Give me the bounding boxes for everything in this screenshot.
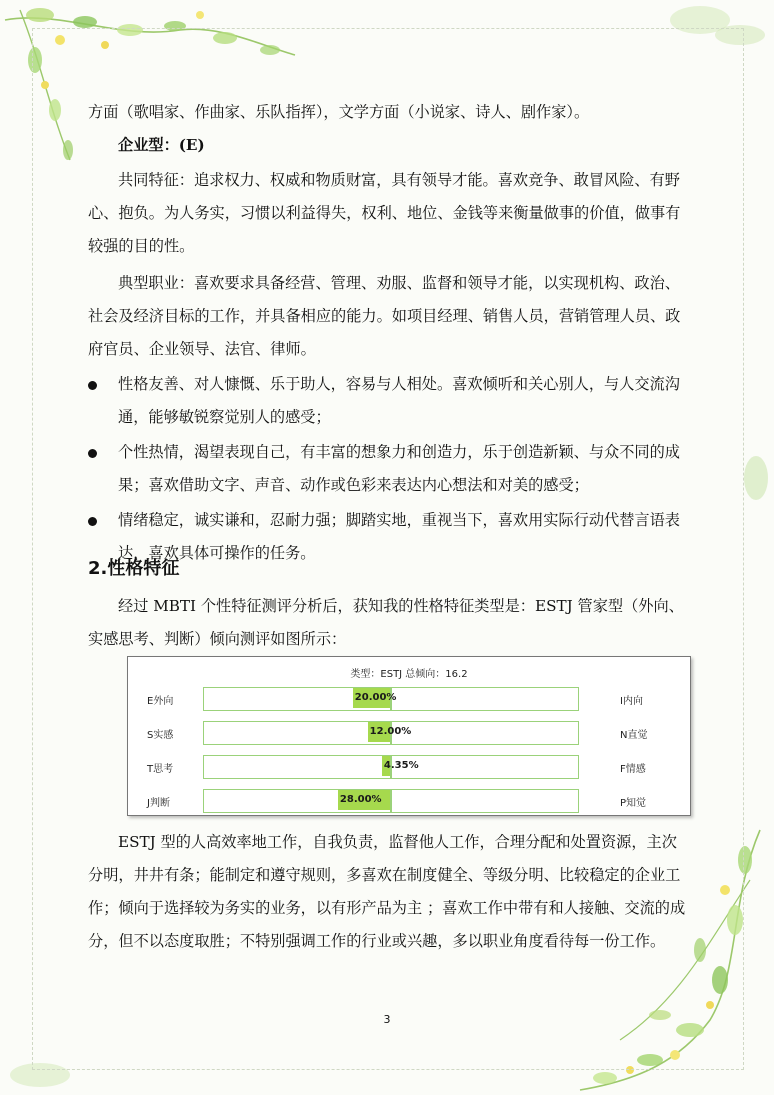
bullet-icon — [88, 449, 97, 458]
chart-row — [128, 789, 690, 813]
estj-description — [88, 826, 692, 958]
chart-value-label: 20.00% — [354, 692, 397, 703]
common-traits-paragraph: 共同特征：追求权力、权威和物质财富，具有领导才能。喜欢竞争、敢冒风险、有野心、抱负。为人务实，习惯以利益得失，权利、地位、金钱等来衡量做事的价值，做事有较强的目的性。 — [88, 171, 681, 255]
chart-value-label: 28.00% — [339, 794, 382, 805]
document-body — [88, 96, 692, 570]
chart-left-label: S实感 — [147, 730, 174, 741]
chart-title: 类型：ESTJ 总倾向：16.2 — [350, 669, 468, 680]
bullet-icon — [88, 381, 97, 390]
bullet-text: 性格友善、对人慷慨、乐于助人，容易与人相处。喜欢倾听和关心别人，与人交流沟通，能够敏锐察觉别人的感受； — [118, 375, 680, 426]
bullet-text: 个性热情，渴望表现自己，有丰富的想象力和创造力，乐于创造新颖、与众不同的成果；喜欢借助文字、声音、动作或色彩来表达内心想法和对美的感受； — [118, 443, 680, 494]
chart-right-label: P知觉 — [620, 798, 647, 809]
bullet-icon — [88, 517, 97, 526]
mbti-intro — [88, 590, 692, 656]
estj-paragraph: ESTJ 型的人高效率地工作，自我负责，监督他人工作，合理分配和处置资源，主次分明，井井有条；能制定和遵守规则，多喜欢在制度健全、等级分明、比较稳定的企业工作；倾向于选择较为务实的业务，以有形产品为主 ；喜欢工作中带有和人接触、交流的成分，但不以态度取胜；不特别强调工作的行业或兴趣，多以职业角度看待每一份工作。 — [88, 833, 686, 950]
enterprise-heading: 企业型：(E) — [118, 136, 205, 154]
chart-left-label: T思考 — [147, 764, 174, 775]
chart-right-label: I内向 — [620, 696, 643, 707]
mbti-chart — [127, 656, 691, 816]
chart-right-label: N直觉 — [620, 730, 648, 741]
chart-track-right — [391, 687, 579, 711]
page-number: 3 — [383, 1013, 391, 1026]
chart-track-left — [203, 721, 391, 745]
mbti-intro-paragraph: 经过 MBTI 个性特征测评分析后，获知我的性格特征类型是：ESTJ 管家型（外向、实感思考、判断）倾向测评如图所示： — [88, 597, 684, 648]
chart-row — [128, 721, 690, 745]
bullet-item — [88, 368, 692, 434]
bullet-item — [88, 436, 692, 502]
chart-value-label: 4.35% — [383, 760, 419, 771]
chart-left-label: J判断 — [147, 798, 170, 809]
chart-value-label: 12.00% — [369, 726, 412, 737]
chart-row — [128, 755, 690, 779]
chart-left-label: E外向 — [147, 696, 174, 707]
chart-track-left — [203, 755, 391, 779]
chart-right-label: F情感 — [620, 764, 646, 775]
bullet-text: 情绪稳定，诚实谦和，忍耐力强；脚踏实地，重视当下，喜欢用实际行动代替言语表达，喜欢具体可操作的任务。 — [118, 511, 680, 562]
chart-track-right — [391, 755, 579, 779]
typical-jobs-paragraph: 典型职业：喜欢要求具备经营、管理、劝服、监督和领导才能，以实现机构、政治、社会及经济目标的工作，并具备相应的能力。如项目经理、销售人员，营销管理人员、政府官员、企业领导、法官、律师。 — [88, 274, 681, 358]
section-heading: 2.性格特征 — [88, 558, 180, 579]
chart-track-right — [391, 789, 579, 813]
chart-row — [128, 687, 690, 711]
chart-track-right — [391, 721, 579, 745]
intro-line: 方面（歌唱家、作曲家、乐队指挥），文学方面（小说家、诗人、剧作家）。 — [88, 103, 590, 121]
